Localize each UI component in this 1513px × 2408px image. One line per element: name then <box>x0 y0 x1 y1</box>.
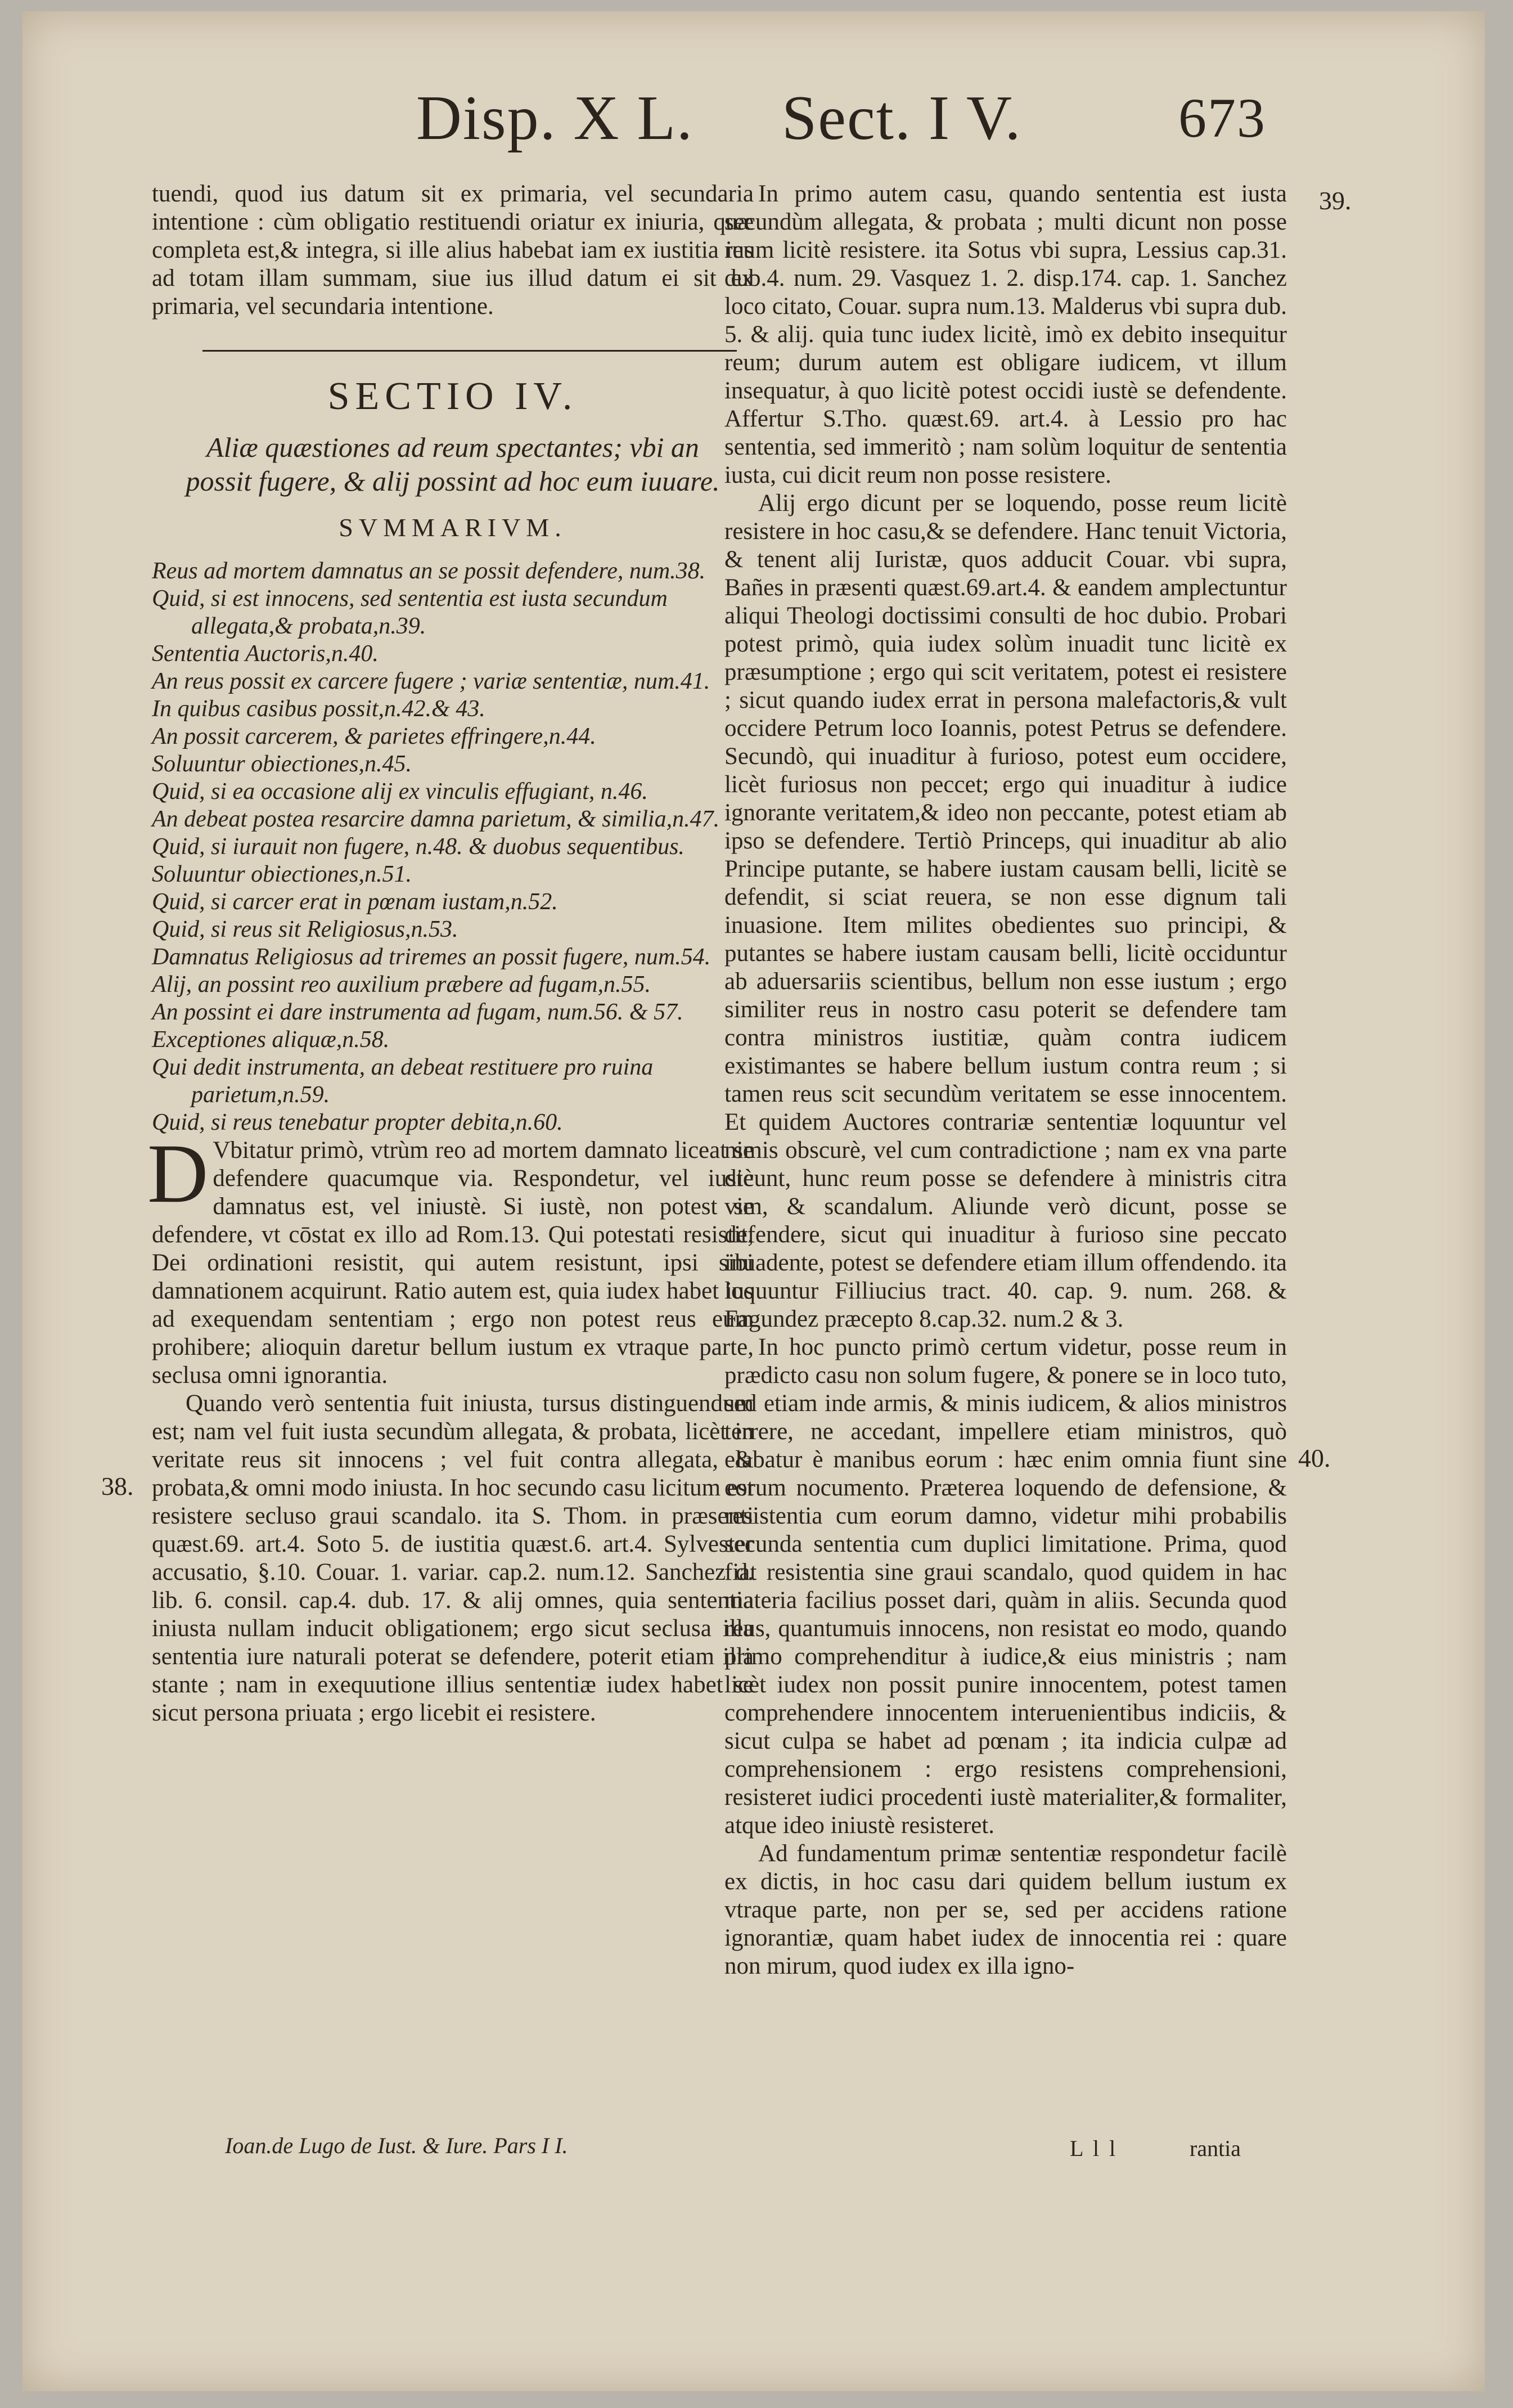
summarium-item: An reus possit ex carcere fugere ; variæ sententiæ, num.41. <box>152 668 710 694</box>
drop-cap: D <box>147 1127 209 1220</box>
summarium-item: Sententia Auctoris,n.40. <box>152 641 379 667</box>
summarium-item: An debeat postea resarcire damna parietum, & similia,n.47. <box>152 806 720 832</box>
summarium-item: Alij, an possint reo auxilium præbere ad fugam,n.55. <box>152 972 651 998</box>
summarium-item: Soluuntur obiectiones,n.51. <box>152 861 412 887</box>
summarium-item: Quid, si iurauit non fugere, n.48. & duobus sequentibus. <box>152 834 685 860</box>
paragraph-39b: Alij ergo dicunt per se loquendo, posse reum licitè resistere in hoc casu,& se defendere. Hanc tenuit Victoria, & tenent alij Iuristæ, quos adducit Couar. vbi supra, Bañes in præsenti quæst.69.art.4. & eandem amplectuntur aliqui Theologi doctissimi consulti de hoc dubio. Probari potest primò, quia iudex solùm inuadit tunc licitè ex præsumptione ; ergo qui scit veritatem, potest ei resistere ; sicut quando iudex errat in persona malefactoris,& vult occidere Petrum loco Ioannis, potest Petrus se defendere. Secundò, qui inuaditur à furioso, potest eum occidere, licèt furiosus non peccet; ergo qui inuaditur à iudice ignorante veritatem,& ideo non peccante, potest etiam ab ipso se defendere. Tertiò Princeps, qui inuaditur ab alio Principe putante, se habere iustam causam belli, licitè se defendit, si sciat reuera, se non esse dignum tali inuasione. Item milites obedientes suo principi, & putantes se habere iustam causam belli, licitè occiduntur ab aduersariis scientibus, bellum non esse iustum ; ergo similiter reus in nostro casu poterit se defendere tam contra ministros iustitiæ, quàm contra iudicem existimantes se habere bellum iustum contra reum ; si tamen reus scit secundùm veritatem se esse innocentem. Et quidem Auctores contrariæ sententiæ loquuntur vel nimis obscurè, vel cum contradictione ; nam ex vna parte dicunt, hunc reum posse se defendere à ministris citra vim, & scandalum. Aliunde verò dicunt, posse se defendere, sicut qui inuaditur à furioso sine peccato inuadente, potest se defendere etiam illum offendendo. ita loquuntur Filliucius tract. 40. cap. 9. num. 268. & Fagundez præcepto 8.cap.32. num.2 & 3. <box>724 490 1287 1332</box>
catchword: rantia <box>1190 2136 1241 2161</box>
summarium-item: Damnatus Religiosus ad triremes an possit fugere, num.54. <box>152 944 711 970</box>
signature-mark: L l l <box>1070 2136 1118 2161</box>
intro-paragraph: tuendi, quod ius datum sit ex primaria, vel secundaria intentione : cùm obligatio restituendi oriatur ex iniuria, quæ completa est,& integra, si ille alius habebat iam ex iustitia ius ad totam illam summam, siue ius illud datum ei sit ex primaria, vel secundaria intentione. <box>152 181 754 320</box>
footer-book-title: Ioan.de Lugo de Iust. & Iure. Pars I I. <box>225 2133 568 2158</box>
summarium-title: SVMMARIVM. <box>339 513 567 542</box>
margin-number-40: 40. <box>1298 1444 1331 1472</box>
summarium-item: Quid, si ea occasione alij ex vinculis effugiant, n.46. <box>152 779 648 805</box>
paragraph-38b: Quando verò sententia fuit iniusta, tursus distinguendum est; nam vel fuit iusta secundùm allegata, & probata, licèt in veritate reus sit innocens ; vel fuit contra allegata, & probata,& omni modo iniusta. In hoc secundo casu licitum est resistere secluso graui scandalo. ita S. Thom. in præsenti quæst.69. art.4. Soto 5. de iustitia quæst.6. art.4. Sylvester accusatio, §.10. Couar. 1. variar. cap.2. num.12. Sanchez d. lib. 6. consil. cap.4. dub. 17. & alij omnes, quia sententia iniusta nullam inducit obligationem; ergo sicut seclusa illa sententia iure naturali poterat se defendere, poterit etiam illa stante ; nam in exequutione illius sententiæ iudex habet se sicut persona priuata ; ergo licebit ei resistere. <box>152 1390 754 1726</box>
section-divider <box>202 350 737 352</box>
paragraph-40a: In hoc puncto primò certum videtur, posse reum in prædicto casu non solum fugere, & ponere se in loco tuto, sed etiam inde armis, & minis iudicem, & alios ministros terrere, ne accedant, impellere etiam ministros, quò elabatur è manibus eorum : hæc enim omnia fiunt sine eorum nocumento. Præterea loquendo de defensione, & resistentia cum eorum damno, videtur mihi probabilis secunda sententia cum duplici limitatione. Prima, quod fiat resistentia sine graui scandalo, quod quidem in hac materia facilius posset dari, quàm in aliis. Secunda quod reus, quantumuis innocens, non resistat eo modo, quando primo comprehenditur à iudice,& eius ministris ; nam licèt iudex non possit punire innocentem, potest tamen comprehendere innocentem interuenientibus indiciis, & sicut culpa se habet ad pœnam ; ita indicia culpæ ad comprehensionem : ergo resistens comprehensioni, resisteret iudici procedenti iustè materialiter,& formaliter, atque ideo iniustè resisteret. <box>724 1334 1287 1839</box>
page-number: 673 <box>1178 87 1266 149</box>
left-column <box>147 180 754 1727</box>
running-head-disputation: Disp. X L. <box>416 83 694 153</box>
summarium-item: Soluuntur obiectiones,n.45. <box>152 751 412 777</box>
summarium-item: Quid, si reus sit Religiosus,n.53. <box>152 917 458 942</box>
summarium-item: Reus ad mortem damnatus an se possit defendere, num.38. <box>152 558 706 584</box>
paragraph-39a: In primo autem casu, quando sententia est iusta secundùm allegata, & probata ; multi dicunt non posse reum licitè resistere. ita Sotus vbi supra, Lessius cap.31. dub.4. num. 29. Vasquez 1. 2. disp.174. cap. 1. Sanchez loco citato, Couar. supra num.13. Malderus vbi supra dub. 5. & alij. quia tunc iudex licitè, imò ex debito insequitur reum; durum autem est obligare iudicem, vt illum insequatur, à quo licitè potest occidi iustè se defendente. Affertur S.Tho. quæst.69. art.4. à Lessio pro hac sententia, sed immeritò ; nam solùm loquitur de sententia iusta, cui dicit reum non posse resistere. <box>724 181 1287 488</box>
summarium-list <box>152 558 754 1136</box>
section-subtitle: Aliæ quæstiones ad reum spectantes; vbi an possit fugere, & alij possint ad hoc eum iuuare. <box>186 432 720 497</box>
running-head-section: Sect. I V. <box>782 83 1022 153</box>
paragraph-38-text: Vbitatur primò, vtrùm reo ad mortem damnato liceat se defendere quacumque via. Respondetur, vel iustè damnatus est, vel iniustè. Si iustè, non potest se defendere, vt cōstat ex illo ad Rom.13. Qui potestati resistit, Dei ordinationi resistit, qui autem resistunt, ipsi sibi damnationem acquirunt. Ratio autem est, quia iudex habet ius ad exequendam sententiam ; ergo non potest reus eum prohibere; alioquin daretur bellum iustum ex vtraque parte, seclusa omni ignorantia. <box>152 1137 754 1389</box>
margin-number-38: 38. <box>101 1472 134 1500</box>
summarium-item: Qui dedit instrumenta, an debeat restituere pro ruina parietum,n.59. <box>152 1054 654 1108</box>
summarium-item: Exceptiones aliquæ,n.58. <box>152 1027 390 1053</box>
summarium-item: An possit carcerem, & parietes effringere,n.44. <box>152 724 596 749</box>
summarium-item: Quid, si est innocens, sed sententia est iusta secundum allegata,& probata,n.39. <box>152 586 668 639</box>
book-page <box>22 11 1485 2391</box>
section-title: SECTIO IV. <box>327 375 578 418</box>
summarium-item: Quid, si carcer erat in pœnam iustam,n.52. <box>152 889 558 915</box>
right-column <box>724 180 1287 1980</box>
summarium-item: Quid, si reus tenebatur propter debita,n.60. <box>152 1109 563 1135</box>
margin-number-39: 39. <box>1319 186 1352 215</box>
summarium-item: An possint ei dare instrumenta ad fugam, num.56. & 57. <box>152 999 683 1025</box>
paragraph-38 <box>147 1127 754 1390</box>
paragraph-40b: Ad fundamentum primæ sententiæ respondetur facilè ex dictis, in hoc casu dari quidem bellum iustum ex vtraque parte, non per se, sed per accidens ratione ignorantiæ, quam habet iudex de innocentia rei : quare non mirum, quod iudex ex illa igno- <box>724 1840 1287 1979</box>
summarium-item: In quibus casibus possit,n.42.& 43. <box>152 696 485 722</box>
